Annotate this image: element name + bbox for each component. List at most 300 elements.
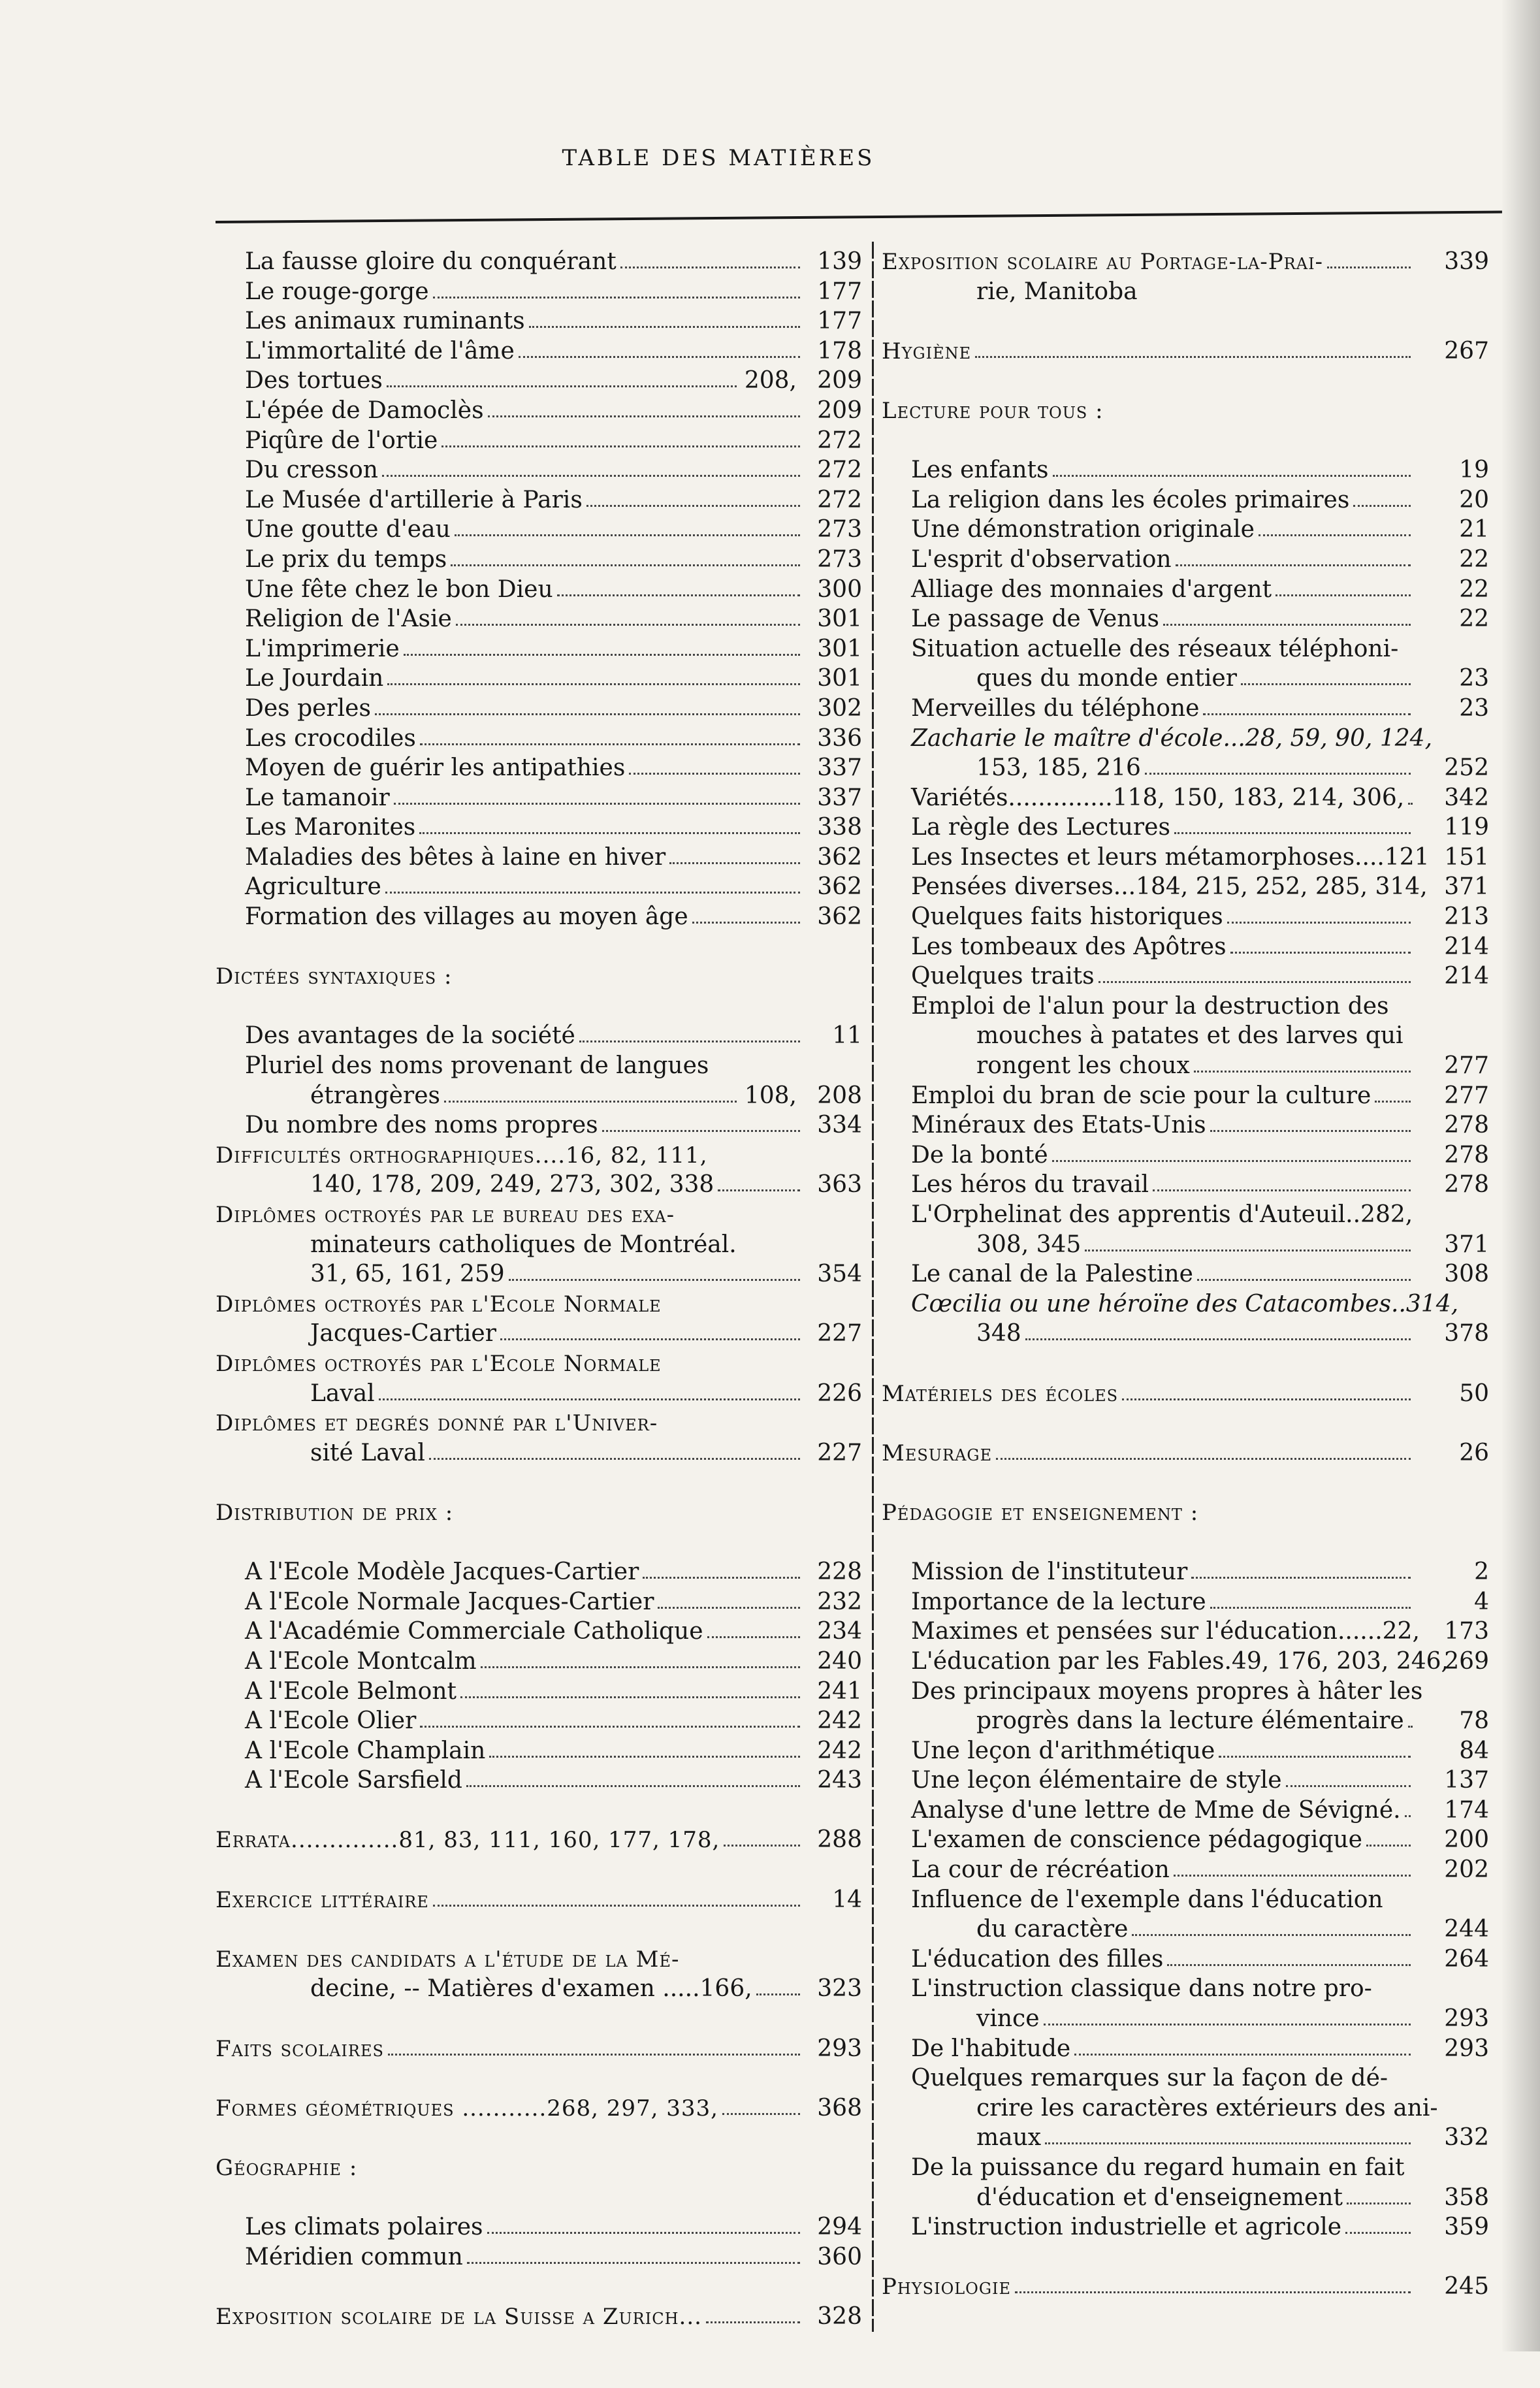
leader-dots (1194, 1051, 1411, 1073)
toc-section (882, 396, 1489, 426)
toc-section (216, 1349, 862, 1379)
toc-entry (882, 932, 1489, 962)
page-number: 288 (817, 1826, 862, 1854)
toc-entry (216, 604, 862, 634)
leader-dots (1145, 753, 1411, 775)
toc-entry-continuation (882, 2183, 1489, 2213)
toc-section (216, 1885, 862, 1915)
leader-dots (466, 1766, 800, 1787)
toc-entry (882, 2153, 1489, 2183)
entry-label: Les Insectes et leurs métamorphoses....121 (911, 843, 1430, 871)
entry-label: A l'Ecole Modèle Jacques-Cartier (245, 1558, 639, 1586)
leader-dots (996, 1438, 1411, 1460)
entry-label: Errata..............81, 83, 111, 160, 177, 178, (216, 1827, 720, 1854)
toc-section (216, 1408, 862, 1438)
entry-label: Le Musée d'artillerie à Paris (245, 486, 583, 513)
page-number: 272 (817, 486, 862, 513)
toc-section (216, 2093, 862, 2123)
leader-dots (1176, 545, 1411, 566)
page-number: 214 (1444, 933, 1489, 960)
page-number: 378 (1444, 1320, 1489, 1347)
page-number: 277 (1444, 1082, 1489, 1109)
toc-section (216, 1140, 862, 1170)
toc-entry-continuation (216, 1974, 862, 2004)
page-number: 23 (1459, 694, 1489, 722)
entry-label: Le tamanoir (245, 784, 390, 811)
entry-label: Des avantages de la société (245, 1022, 575, 1050)
page-number: 240 (817, 1647, 862, 1675)
entry-label: Pluriel des noms provenant de langues (245, 1052, 709, 1080)
leader-dots (1122, 1379, 1411, 1400)
leader-dots (1347, 2183, 1411, 2204)
leader-dots (1219, 1736, 1411, 1758)
toc-entry (216, 843, 862, 873)
toc-entry (216, 1647, 862, 1677)
page-number: 294 (817, 2214, 862, 2241)
page-number: 119 (1444, 814, 1489, 841)
toc-entry (882, 1110, 1489, 1140)
toc-entry-continuation (882, 664, 1489, 694)
leader-dots (388, 2034, 800, 2056)
leader-dots (724, 1825, 800, 1847)
spacer (882, 2242, 1489, 2272)
leader-dots (1197, 1259, 1411, 1281)
spacer (216, 1528, 862, 1558)
entry-label: mouches à patates et des larves qui (976, 1022, 1404, 1050)
leader-dots (1053, 455, 1411, 477)
entry-label: Matériels des écoles (882, 1380, 1119, 1407)
page-number: 358 (1444, 2184, 1489, 2211)
toc-entry (882, 783, 1489, 813)
page-number: 338 (817, 814, 862, 841)
toc-entry-continuation (216, 1170, 862, 1200)
entry-label: Des principaux moyens propres à hâter les (911, 1677, 1423, 1705)
leader-dots (1174, 1855, 1411, 1877)
page-number: 242 (817, 1737, 862, 1764)
entry-label: La règle des Lectures (911, 814, 1170, 841)
entry-label: De la puissance du regard humain en fait (911, 2154, 1405, 2181)
spacer (216, 2272, 862, 2302)
spacer (882, 1468, 1489, 1498)
entry-label: Le passage de Venus (911, 605, 1160, 633)
leader-dots (379, 1379, 800, 1400)
page-number: 214 (1444, 963, 1489, 990)
entry-label: A l'Ecole Normale Jacques-Cartier (245, 1588, 654, 1615)
entry-label: Diplômes octroyés par l'Ecole Normale (216, 1350, 662, 1377)
leader-dots (1132, 1914, 1411, 1936)
entry-label: Laval (310, 1380, 375, 1407)
entry-label: Moyen de guérir les antipathies (245, 754, 626, 782)
page-number: 20 (1459, 486, 1489, 513)
leader-dots (500, 1319, 800, 1340)
page-number: 300 (817, 575, 862, 603)
entry-label: Des perles (245, 694, 371, 722)
leader-dots (1327, 247, 1411, 268)
toc-entry (216, 1051, 862, 1081)
toc-entry-continuation (882, 1706, 1489, 1736)
entry-label: Physiologie (882, 2274, 1012, 2300)
right-column (882, 247, 1489, 2302)
toc-entry (216, 634, 862, 664)
page-number: 11 (832, 1022, 862, 1050)
entry-label: Maximes et pensées sur l'éducation......22, (911, 1618, 1420, 1645)
toc-entry (216, 1736, 862, 1766)
toc-entry (216, 1617, 862, 1647)
toc-entry (882, 1200, 1489, 1230)
leader-dots (404, 634, 800, 656)
page-number: 301 (817, 665, 862, 692)
leader-dots (1052, 1140, 1411, 1162)
toc-entry (882, 634, 1489, 664)
entry-label: Une démonstration originale (911, 516, 1255, 543)
leader-dots (643, 1557, 800, 1579)
toc-entry (216, 724, 862, 754)
toc-entry (882, 575, 1489, 605)
leader-dots (629, 753, 800, 775)
page-number: 4 (1474, 1588, 1489, 1615)
toc-entry-continuation (216, 1438, 862, 1468)
entry-label: vince (976, 2005, 1040, 2033)
toc-entry (882, 1259, 1489, 1289)
toc-section (882, 247, 1489, 277)
entry-label: Les tombeaux des Apôtres (911, 933, 1227, 960)
entry-label: La cour de récréation (911, 1856, 1170, 1884)
entry-label: L'épée de Damoclès (245, 396, 484, 424)
leader-dots (420, 724, 800, 745)
header-rule (216, 211, 1502, 223)
entry-label: minateurs catholiques de Montréal. (310, 1231, 737, 1258)
page-number: 272 (817, 457, 862, 484)
entry-label: Religion de l'Asie (245, 605, 452, 633)
page-number: 14 (832, 1886, 862, 1913)
toc-entry-continuation (882, 1021, 1489, 1051)
leader-dots (1203, 694, 1411, 715)
toc-entry (882, 1885, 1489, 1915)
leader-dots (557, 575, 800, 596)
page-number: 26 (1459, 1439, 1489, 1466)
entry-label: Quelques remarques sur la façon de dé- (911, 2065, 1388, 2092)
spacer (882, 1349, 1489, 1379)
page-number: 278 (1444, 1141, 1489, 1169)
toc-section (216, 1825, 862, 1855)
entry-label: L'examen de conscience pédagogique (911, 1826, 1362, 1854)
entry-label: Les crocodiles (245, 724, 416, 752)
entry-label: rongent les choux (976, 1052, 1190, 1080)
toc-section (882, 1379, 1489, 1409)
page-number: 234 (817, 1618, 862, 1645)
leader-dots (429, 1438, 800, 1460)
entry-label: Emploi de l'alun pour la destruction des (911, 992, 1389, 1020)
page-number: 213 (1444, 903, 1489, 931)
leader-dots (692, 902, 800, 924)
toc-entry (216, 813, 862, 843)
page-number: 269 (1444, 1647, 1489, 1675)
toc-section (882, 1438, 1489, 1468)
page-number: 339 (1444, 248, 1489, 275)
entry-label: La fausse gloire du conquérant (245, 248, 617, 275)
entry-label: du caractère (976, 1916, 1129, 1943)
entry-label: progrès dans la lecture élémentaire (976, 1707, 1404, 1735)
spacer (216, 2063, 862, 2093)
leader-dots (1044, 2004, 1411, 2025)
page-number: 245 (1444, 2273, 1489, 2300)
entry-label: Zacharie le maître d'école...28, 59, 90, 124, (911, 724, 1433, 752)
toc-entry (882, 485, 1489, 515)
spacer (216, 1468, 862, 1498)
entry-label: Agriculture (245, 873, 381, 901)
entry-label: L'instruction classique dans notre pro- (911, 1975, 1372, 2003)
entry-label: Les climats polaires (245, 2214, 483, 2241)
toc-entry-continuation (216, 1259, 862, 1289)
entry-label: De l'habitude (911, 2035, 1071, 2062)
leader-dots (519, 336, 800, 358)
page-number: 293 (1444, 2005, 1489, 2033)
toc-entry (216, 366, 862, 396)
toc-entry (882, 1289, 1489, 1319)
entry-label: Diplômes octroyés par le bureau des exa- (216, 1202, 675, 1228)
leader-dots (387, 366, 737, 387)
page-number: 22 (1459, 545, 1489, 573)
toc-entry (882, 1825, 1489, 1855)
toc-entry (882, 1974, 1489, 2004)
toc-entry (882, 1617, 1489, 1647)
leader-dots (451, 545, 800, 566)
entry-label: La religion dans les écoles primaires (911, 486, 1350, 513)
toc-entry (216, 783, 862, 813)
toc-entry-continuation (882, 1051, 1489, 1081)
page-number: 368 (817, 2094, 862, 2122)
toc-entry (882, 872, 1489, 902)
entry-label: A l'Ecole Montcalm (245, 1647, 477, 1675)
entry-label: Du nombre des noms propres (245, 1112, 598, 1139)
toc-entry (216, 247, 862, 277)
entry-label: Des tortues (245, 367, 383, 395)
page-number: 371 (1444, 1231, 1489, 1258)
toc-section (216, 2034, 862, 2064)
page-number: 362 (817, 873, 862, 901)
leader-dots (620, 247, 800, 268)
leader-dots (586, 485, 800, 507)
toc-entry (882, 1677, 1489, 1707)
entry-label: De la bonté (911, 1141, 1048, 1169)
page-number: 277 (1444, 1052, 1489, 1080)
entry-label: Les héros du travail (911, 1171, 1149, 1199)
entry-label: 31, 65, 161, 259 (310, 1261, 505, 1288)
toc-entry (216, 664, 862, 694)
entry-label: Examen des candidats a l'étude de la Mé- (216, 1946, 680, 1973)
leader-dots (529, 306, 800, 328)
toc-entry (216, 396, 862, 426)
entry-label: Exposition scolaire au Portage-la-Prai- (882, 249, 1324, 275)
toc-entry (882, 992, 1489, 1022)
leader-dots (509, 1259, 800, 1281)
spacer (216, 1914, 862, 1944)
spacer (216, 2004, 862, 2034)
leader-dots (1167, 1944, 1411, 1966)
spacer (882, 1408, 1489, 1438)
toc-entry (216, 277, 862, 307)
page-number: 177 (817, 278, 862, 305)
entry-label: Piqûre de l'ortie (245, 427, 438, 454)
leader-dots (467, 2242, 800, 2264)
page-number: 208 (817, 1082, 862, 1109)
page-number: 301 (817, 635, 862, 662)
toc-entry (216, 1110, 862, 1140)
entry-label: L'éducation par les Fables.49, 176, 203, 246, (911, 1647, 1449, 1675)
entry-label: Mesurage (882, 1440, 993, 1466)
spacer (216, 992, 862, 1022)
entry-label: A l'Ecole Champlain (245, 1737, 486, 1764)
entry-label: A l'Ecole Sarsfield (245, 1767, 462, 1794)
entry-label: L'immortalité de l'âme (245, 337, 515, 364)
page-number: 272 (817, 427, 862, 454)
toc-entry (216, 306, 862, 336)
entry-label: L'esprit d'observation (911, 545, 1172, 573)
toc-entry (216, 336, 862, 366)
entry-label: ques du monde entier (976, 665, 1237, 692)
toc-entry (216, 1677, 862, 1707)
toc-entry-continuation (882, 2093, 1489, 2123)
leader-dots (1345, 2212, 1411, 2234)
leader-dots (1099, 961, 1411, 983)
leader-dots (433, 277, 800, 298)
page-number: 137 (1444, 1767, 1489, 1794)
entry-label: Diplômes et degrés donné par l'Univer- (216, 1410, 658, 1437)
leader-dots (1353, 485, 1411, 507)
entry-label: Du cresson (245, 457, 378, 484)
page-number: 264 (1444, 1945, 1489, 1973)
entry-label: Le rouge-gorge (245, 278, 429, 305)
toc-entry-continuation (882, 753, 1489, 783)
page-number: 302 (817, 694, 862, 722)
leader-dots (419, 813, 800, 834)
page-number: 173 (1444, 1618, 1489, 1645)
page-number: 293 (817, 2035, 862, 2062)
toc-entry (216, 426, 862, 456)
leader-dots (1045, 2123, 1411, 2144)
leader-dots (1210, 1110, 1411, 1132)
page-number: 359 (1444, 2214, 1489, 2241)
spacer (216, 2183, 862, 2213)
page-number: 362 (817, 843, 862, 871)
leader-dots (1025, 1319, 1411, 1340)
entry-label: L'instruction industrielle et agricole (911, 2214, 1342, 2241)
entry-label: Le Jourdain (245, 665, 384, 692)
toc-entry (882, 843, 1489, 873)
page-number: 139 (817, 248, 862, 275)
leader-dots (487, 2212, 800, 2234)
page-number: 209 (817, 396, 862, 424)
entry-label: Exposition scolaire de la Suisse a Zurich... (216, 2303, 702, 2330)
entry-label: L'imprimerie (245, 635, 400, 662)
entry-extra-pages: 208, (741, 366, 797, 396)
page-number: 332 (1444, 2124, 1489, 2152)
toc-entry-continuation (216, 1319, 862, 1349)
toc-entry (882, 1736, 1489, 1766)
entry-label: Formes géométriques ...........268, 297, 333, (216, 2095, 718, 2122)
entry-label: crire les caractères extérieurs des ani- (976, 2094, 1438, 2122)
leader-dots (1163, 604, 1411, 626)
entry-label: Le prix du temps (245, 545, 447, 573)
page-number: 360 (817, 2243, 862, 2270)
entry-label: A l'Ecole Belmont (245, 1677, 457, 1705)
entry-label: 140, 178, 209, 249, 273, 302, 338 (310, 1171, 714, 1199)
toc-entry (216, 1557, 862, 1587)
entry-label: d'éducation et d'enseignement (976, 2184, 1343, 2211)
entry-label: Importance de la lecture (911, 1588, 1206, 1615)
page-number: 228 (817, 1558, 862, 1586)
entry-label: Analyse d'une lettre de Mme de Sévigné. (911, 1796, 1401, 1824)
toc-section (216, 1944, 862, 1975)
entry-label: Dictées syntaxiques : (216, 963, 453, 990)
page-number: 241 (817, 1677, 862, 1705)
page-number: 278 (1444, 1171, 1489, 1199)
leader-dots (385, 872, 800, 894)
leader-dots (481, 1647, 800, 1668)
entry-label: Lecture pour tous : (882, 397, 1104, 424)
page-number: 174 (1444, 1796, 1489, 1824)
column-divider (872, 242, 874, 2332)
leader-dots (1074, 2034, 1411, 2056)
spacer (216, 1796, 862, 1826)
entry-label: Le canal de la Palestine (911, 1261, 1193, 1288)
leader-dots (658, 1587, 800, 1609)
entry-label: Quelques traits (911, 963, 1095, 990)
toc-entry (882, 1944, 1489, 1975)
entry-label: A l'Ecole Olier (245, 1707, 417, 1735)
leader-dots (706, 2302, 800, 2323)
page-number: 21 (1459, 516, 1489, 543)
page-number: 50 (1459, 1380, 1489, 1407)
page-number: 19 (1459, 457, 1489, 484)
leader-dots (579, 1021, 800, 1042)
spacer (882, 306, 1489, 336)
entry-label: Variétés..............118, 150, 183, 214, 306, (911, 784, 1405, 811)
entry-label: Influence de l'exemple dans l'éducation (911, 1886, 1383, 1913)
page-number: 308 (1444, 1261, 1489, 1288)
page-number: 252 (1444, 754, 1489, 782)
entry-label: Une leçon élémentaire de style (911, 1767, 1282, 1794)
page-number: 23 (1459, 665, 1489, 692)
entry-label: étrangères (310, 1082, 440, 1109)
page-number: 232 (817, 1588, 862, 1615)
entry-label: decine, -- Matières d'examen .....166, (310, 1975, 752, 2003)
toc-entry (882, 515, 1489, 545)
page-number: 371 (1444, 873, 1489, 901)
toc-section (216, 1289, 862, 1319)
toc-entry (882, 902, 1489, 932)
page-number: 227 (817, 1320, 862, 1347)
page-number: 244 (1444, 1916, 1489, 1943)
page-number: 301 (817, 605, 862, 633)
leader-dots (387, 664, 800, 685)
toc-section (882, 1498, 1489, 1528)
leader-dots (602, 1110, 800, 1132)
entry-label: Formation des villages au moyen âge (245, 903, 688, 931)
toc-entry-continuation (882, 277, 1489, 307)
toc-entry (216, 2242, 862, 2272)
toc-entry (882, 2212, 1489, 2242)
entry-label: Pédagogie et enseignement : (882, 1499, 1199, 1526)
entry-label: Difficultés orthographiques....16, 82, 111, (216, 1142, 708, 1169)
entry-label: 348 (976, 1320, 1021, 1347)
entry-label: Hygiène (882, 338, 972, 364)
page-number: 362 (817, 903, 862, 931)
leader-dots (1408, 1706, 1411, 1728)
page-number: 202 (1444, 1856, 1489, 1884)
toc-entry-continuation (882, 1319, 1489, 1349)
leader-dots (1191, 1557, 1411, 1579)
